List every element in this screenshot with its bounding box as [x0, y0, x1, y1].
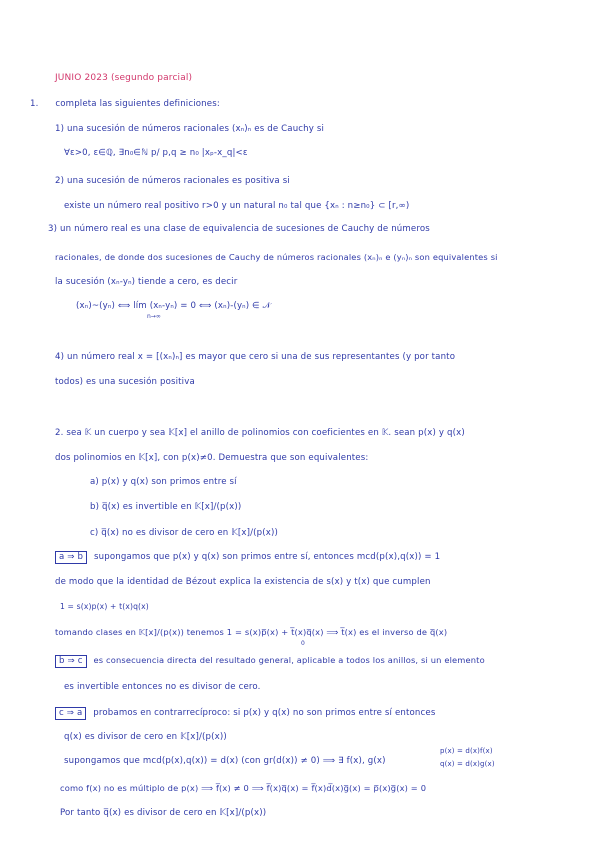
q2-number: 2. [55, 428, 64, 438]
proof-b-c-text-2: es invertible entonces no es divisor de cero. [64, 682, 261, 692]
proof-a-b-bezout: 1 = s(x)p(x) + t(x)q(x) [60, 602, 149, 611]
q2-intro-2: dos polinomios en 𝕂[x], con p(x)≠0. Demuestra que son equivalentes: [55, 453, 369, 463]
proof-a-b-text-3: tomando clases en 𝕂[x]/(p(x)) tenemos 1 = s(x)p̅(x) + t̅(x)q̅(x) ⟹ t̅(x) es el inverso de q̅(x) [55, 627, 448, 637]
proof-c-a-box: c ⇒ a [55, 707, 86, 720]
proof-c-a-text-2: q(x) es divisor de cero en 𝕂[x]/(p(x)) [64, 732, 227, 742]
q1-d-label: 4) [55, 352, 65, 362]
q1-heading [30, 99, 220, 109]
q1-d-line [55, 352, 455, 362]
q1-intro: completa las siguientes definiciones: [55, 99, 220, 109]
q2-option-a: a) p(x) y q(x) son primos entre sí [90, 477, 237, 487]
q2-intro: sea 𝕂 un cuerpo y sea 𝕂[x] el anillo de polinomios con coeficientes en 𝕂. sean p(x) y q(x) [66, 428, 465, 438]
proof-b-c-line [55, 655, 485, 668]
proof-b-c-box: b ⇒ c [55, 655, 87, 668]
proof-c-a-text-4: como f(x) no es múltiplo de p(x) ⟹ f̅(x) ≠ 0 ⟹ f̅(x)q̅(x) = f̅(x)d̅(x)g̅(x) = p̅(x)g̅(x) = 0 [60, 783, 427, 793]
q1-c-text: un número real es una clase de equivalencia de sucesiones de Cauchy de números [60, 224, 430, 234]
q2-option-b: b) q̅(x) es invertible en 𝕂[x]/(p(x)) [90, 502, 242, 512]
proof-a-b-text: supongamos que p(x) y q(x) son primos entre sí, entonces mcd(p(x),q(x)) = 1 [94, 552, 441, 562]
proof-c-a-text-5: Por tanto q̅(x) es divisor de cero en 𝕂[x]/(p(x)) [60, 808, 267, 818]
proof-c-a-line [55, 707, 435, 720]
q1-c-label: 3) [48, 224, 58, 234]
proof-b-c-text: es consecuencia directa del resultado general, aplicable a todos los anillos, si un elemento [93, 655, 485, 665]
proof-c-a-side-1: p(x) = d(x)f(x) [440, 747, 493, 755]
proof-c-a-text-3: supongamos que mcd(p(x),q(x)) = d(x) (con gr(d(x)) ≠ 0) ⟹ ∃ f(x), g(x) [64, 756, 386, 766]
page-header: JUNIO 2023 (segundo parcial) [55, 73, 193, 83]
q2-intro-line [55, 428, 465, 438]
q1-c-limit-subscript: n→∞ [147, 313, 161, 320]
q2-option-c: c) q̅(x) no es divisor de cero en 𝕂[x]/(p(x)) [90, 528, 279, 538]
q1-a-line [55, 124, 324, 134]
q1-b-text: una sucesión de números racionales es positiva si [67, 176, 290, 186]
proof-c-a-side-2: q(x) = d(x)g(x) [440, 760, 495, 768]
q1-a-definition: ∀ε>0, ε∈ℚ, ∃n₀∈ℕ p/ p,q ≥ n₀ |xₚ-x_q|<ε [64, 148, 248, 158]
proof-a-b-line [55, 551, 440, 564]
q1-a-label: 1) [55, 124, 65, 134]
q1-number: 1. [30, 99, 39, 109]
proof-a-b-zero-mark: 0 [301, 640, 305, 647]
q1-a-text: una sucesión de números racionales (xₙ)ₙ es de Cauchy si [67, 124, 325, 134]
q1-c-text-3: la sucesión (xₙ-yₙ) tiende a cero, es decir [55, 277, 238, 287]
q1-b-definition: existe un número real positivo r>0 y un natural n₀ tal que {xₙ : n≥n₀} ⊂ [r,∞) [64, 201, 410, 211]
proof-a-b-box: a ⇒ b [55, 551, 87, 564]
q1-c-text-2: racionales, de donde dos sucesiones de Cauchy de números racionales (xₙ)ₙ e (yₙ)ₙ son equivalentes si [55, 252, 498, 262]
proof-c-a-text: probamos en contrarrecíproco: si p(x) y q(x) no son primos entre sí entonces [93, 708, 436, 718]
proof-a-b-text-2: de modo que la identidad de Bézout explica la existencia de s(x) y t(x) que cumplen [55, 577, 431, 587]
q1-d-text-2: todos) es una sucesión positiva [55, 377, 195, 387]
q1-c-formula: (xₙ)~(yₙ) ⟺ lím (xₙ-yₙ) = 0 ⟺ (xₙ)-(yₙ) ∈ 𝒩 [76, 301, 272, 311]
q1-d-text: un número real x = [(xₙ)ₙ] es mayor que cero si una de sus representantes (y por tanto [67, 352, 456, 362]
q1-c-line [48, 224, 430, 234]
q1-b-label: 2) [55, 176, 65, 186]
q1-b-line [55, 176, 290, 186]
